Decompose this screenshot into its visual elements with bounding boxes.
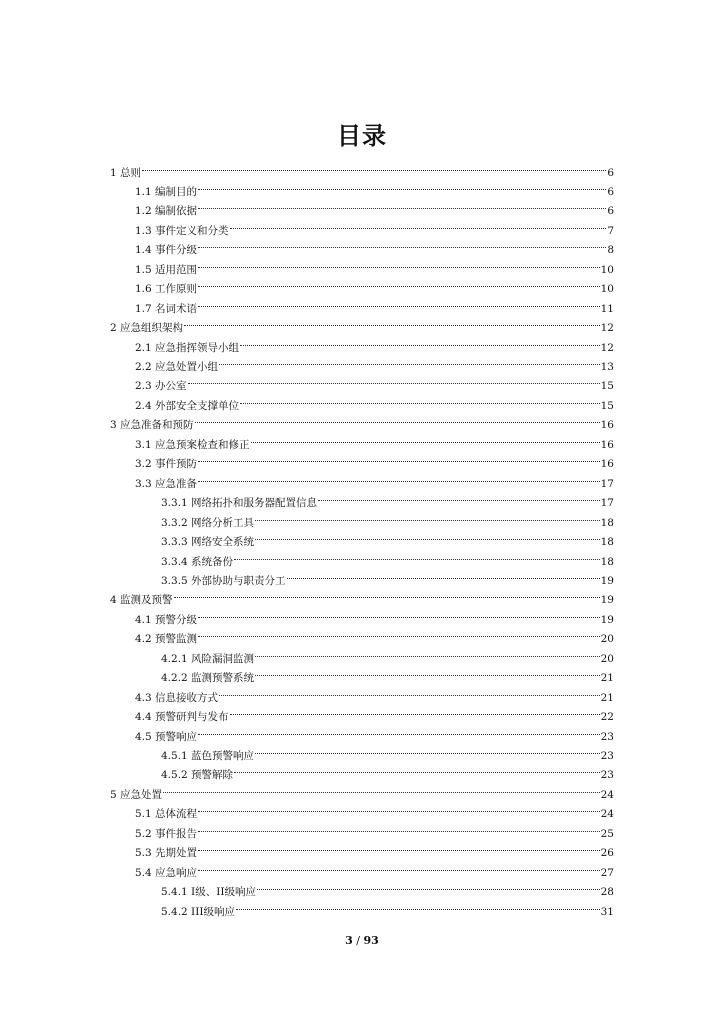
toc-dot-leader <box>198 253 600 273</box>
toc-entry-label: 4.2 预警监测 <box>135 633 198 646</box>
toc-entry-page-number: 26 <box>600 847 614 860</box>
toc-entry-page-number: 7 <box>607 224 614 237</box>
toc-dot-leader <box>255 506 600 526</box>
toc-entry-page-number: 19 <box>600 574 614 587</box>
toc-entry-page-number: 18 <box>600 536 614 549</box>
toc-entry[interactable] <box>161 526 614 549</box>
toc-entry-page-number: 10 <box>600 263 614 276</box>
toc-dot-leader <box>184 312 600 332</box>
toc-entry-page-number: 21 <box>600 691 614 704</box>
toc-dot-leader <box>230 214 607 234</box>
toc-dot-leader <box>198 817 600 837</box>
toc-entry[interactable] <box>135 448 614 471</box>
toc-entry[interactable] <box>110 584 614 607</box>
toc-entry[interactable] <box>135 856 614 879</box>
toc-dot-leader <box>318 487 600 507</box>
toc-entry-label: 5.4.2 III级响应 <box>161 905 235 918</box>
toc-entry-page-number: 11 <box>600 302 614 315</box>
toc-entry-page-number: 13 <box>600 361 614 373</box>
toc-dot-leader <box>163 778 600 798</box>
toc-entry-page-number: 23 <box>600 769 614 782</box>
toc-dot-leader <box>257 876 600 896</box>
toc-dot-leader <box>198 623 600 643</box>
toc-entry-label: 1 总则 <box>110 166 142 179</box>
toc-entry[interactable] <box>135 175 614 198</box>
toc-entry[interactable] <box>135 273 614 296</box>
toc-entry-page-number: 28 <box>600 886 614 899</box>
toc-entry-page-number: 25 <box>600 827 614 840</box>
toc-entry-page-number: 18 <box>600 555 614 568</box>
toc-entry[interactable] <box>161 876 614 899</box>
toc-entry-label: 5.2 事件报告 <box>135 827 198 840</box>
toc-entry-label: 3.3.3 网络安全系统 <box>161 536 255 549</box>
toc-entry-label: 2.2 应急处置小组 <box>135 361 219 373</box>
toc-dot-leader <box>219 351 600 371</box>
toc-entry[interactable] <box>135 370 614 393</box>
toc-dot-leader <box>198 467 600 487</box>
toc-entry-label: 1.4 事件分级 <box>135 244 198 257</box>
toc-entry-label: 4.5.2 预警解除 <box>161 769 234 782</box>
toc-entry[interactable] <box>135 681 614 704</box>
toc-entry-label: 4.5.1 蓝色预警响应 <box>161 750 255 762</box>
toc-entry-page-number: 19 <box>600 594 614 607</box>
toc-entry-page-number: 23 <box>600 750 614 762</box>
toc-entry-label: 2.3 办公室 <box>135 380 187 393</box>
page-title: 目录 <box>337 122 387 150</box>
toc-entry-label: 3.3 应急准备 <box>135 477 198 490</box>
toc-dot-leader <box>198 603 600 623</box>
current-page-number: 3 <box>345 934 353 947</box>
toc-entry[interactable] <box>135 623 614 646</box>
toc-entry[interactable] <box>161 759 614 782</box>
toc-entry-label: 5.3 先期处置 <box>135 847 198 860</box>
toc-entry-page-number: 24 <box>600 788 614 801</box>
toc-entry[interactable] <box>161 642 614 665</box>
toc-entry[interactable] <box>135 292 614 315</box>
toc-entry[interactable] <box>161 506 614 529</box>
toc-entry-label: 3.2 事件预防 <box>135 458 198 471</box>
toc-dot-leader <box>188 370 600 390</box>
toc-entry[interactable] <box>110 778 614 801</box>
toc-dot-leader <box>240 389 600 409</box>
toc-entry[interactable] <box>135 214 614 237</box>
toc-entry[interactable] <box>135 798 614 821</box>
toc-dot-leader <box>255 642 600 662</box>
toc-entry-page-number: 21 <box>600 672 614 685</box>
toc-dot-leader <box>240 331 600 351</box>
toc-entry-label: 1.3 事件定义和分类 <box>135 224 229 237</box>
toc-entry-page-number: 8 <box>607 244 614 257</box>
toc-entry-label: 2.1 应急指挥领导小组 <box>135 341 240 354</box>
toc-entry-label: 1.2 编制依据 <box>135 205 198 218</box>
page-footer <box>0 934 724 947</box>
toc-dot-leader <box>174 584 600 604</box>
toc-entry-page-number: 12 <box>600 322 614 335</box>
toc-entry-page-number: 10 <box>600 283 614 296</box>
toc-entry[interactable] <box>135 351 614 371</box>
toc-entry-page-number: 6 <box>607 205 614 218</box>
toc-dot-leader <box>251 428 600 448</box>
toc-entry-label: 4.5 预警响应 <box>135 730 198 743</box>
toc-entry-page-number: 17 <box>600 477 614 490</box>
toc-entry-page-number: 23 <box>600 730 614 743</box>
toc-dot-leader <box>198 448 600 468</box>
toc-entry[interactable] <box>135 234 614 257</box>
toc-dot-leader <box>198 234 606 254</box>
toc-entry[interactable] <box>161 740 614 760</box>
toc-entry-label: 4.2.2 监测预警系统 <box>161 672 255 685</box>
toc-entry[interactable] <box>135 428 614 451</box>
toc-entry-label: 5.4.1 I级、II级响应 <box>161 886 256 899</box>
toc-entry-label: 4.3 信息接收方式 <box>135 691 219 704</box>
toc-entry-label: 1.6 工作原则 <box>135 283 198 296</box>
toc-entry-page-number: 12 <box>600 341 614 354</box>
toc-entry[interactable] <box>161 545 614 568</box>
toc-entry[interactable] <box>135 331 614 354</box>
toc-entry[interactable] <box>135 195 614 218</box>
toc-entry-page-number: 6 <box>607 166 614 179</box>
toc-dot-leader <box>198 273 600 293</box>
toc-entry[interactable] <box>110 156 614 179</box>
toc-entry-page-number: 19 <box>600 613 614 626</box>
toc-entry-label: 3.3.2 网络分析工具 <box>161 516 255 529</box>
toc-entry-page-number: 20 <box>600 652 614 665</box>
toc-entry-label: 5.1 总体流程 <box>135 808 198 821</box>
toc-entry-page-number: 17 <box>600 497 614 510</box>
toc-entry-page-number: 22 <box>600 711 614 724</box>
toc-entry[interactable] <box>161 895 614 918</box>
toc-dot-leader <box>234 759 600 779</box>
toc-entry-page-number: 6 <box>607 185 614 198</box>
toc-dot-leader <box>255 526 600 546</box>
toc-dot-leader <box>142 156 606 176</box>
toc-entry-label: 3 应急准备和预防 <box>110 419 194 432</box>
toc-entry-label: 3.3.5 外部协助与职责分工 <box>161 574 286 587</box>
toc-dot-leader <box>287 564 600 584</box>
toc-entry[interactable] <box>161 487 614 510</box>
toc-dot-leader <box>198 837 600 857</box>
toc-entry-label: 1.5 适用范围 <box>135 263 198 276</box>
page-separator: / <box>352 934 364 947</box>
toc-dot-leader <box>198 856 600 876</box>
toc-dot-leader <box>198 175 606 195</box>
toc-entry[interactable] <box>161 662 614 685</box>
toc-entry-page-number: 27 <box>600 866 614 879</box>
toc-entry-label: 1.1 编制目的 <box>135 185 198 198</box>
toc-dot-leader <box>198 195 606 215</box>
toc-entry-page-number: 16 <box>600 458 614 471</box>
toc-dot-leader <box>234 545 600 565</box>
toc-entry-label: 2 应急组织架构 <box>110 322 184 335</box>
toc-entry[interactable] <box>161 564 614 587</box>
toc-entry-page-number: 24 <box>600 808 614 821</box>
toc-entry[interactable] <box>135 720 614 743</box>
toc-dot-leader <box>198 292 600 312</box>
toc-entry-label: 4.1 预警分级 <box>135 613 198 626</box>
toc-entry[interactable] <box>135 389 614 412</box>
total-pages: 93 <box>363 934 379 947</box>
toc-entry[interactable] <box>135 817 614 840</box>
toc-dot-leader <box>236 895 600 915</box>
toc-entry[interactable] <box>135 701 614 724</box>
toc-entry-label: 4.2.1 风险漏洞监测 <box>161 652 255 665</box>
toc-entry-label: 3.1 应急预案检查和修正 <box>135 438 250 451</box>
toc-entry[interactable] <box>135 253 614 276</box>
toc-entry-label: 4.4 预警研判与发布 <box>135 711 229 724</box>
toc-dot-leader <box>198 798 600 818</box>
toc-entry-label: 2.4 外部安全支撑单位 <box>135 399 240 412</box>
toc-entry-page-number: 31 <box>600 905 614 918</box>
toc-entry-label: 1.7 名词术语 <box>135 302 198 315</box>
toc-entry-label: 5.4 应急响应 <box>135 866 198 879</box>
toc-entry[interactable] <box>135 603 614 626</box>
toc-entry-label: 4 监测及预警 <box>110 594 173 607</box>
toc-entry-page-number: 20 <box>600 633 614 646</box>
toc-entry[interactable] <box>135 467 614 490</box>
toc-entry-label: 5 应急处置 <box>110 788 163 801</box>
toc-entry-page-number: 16 <box>600 438 614 451</box>
toc-entry[interactable] <box>135 837 614 860</box>
toc-entry[interactable] <box>110 312 614 335</box>
toc-entry-page-number: 15 <box>600 380 614 393</box>
toc-dot-leader <box>230 701 600 721</box>
toc-entry[interactable] <box>110 409 614 432</box>
toc-dot-leader <box>255 740 600 760</box>
toc-entry-page-number: 16 <box>600 419 614 432</box>
toc-entry-label: 3.3.4 系统备份 <box>161 555 234 568</box>
toc-dot-leader <box>255 662 600 682</box>
toc-entry-label: 3.3.1 网络拓扑和服务器配置信息 <box>161 497 318 510</box>
toc-entry-page-number: 15 <box>600 399 614 412</box>
toc-entry-page-number: 18 <box>600 516 614 529</box>
toc-dot-leader <box>195 409 600 429</box>
toc-dot-leader <box>198 720 600 740</box>
toc-dot-leader <box>219 681 600 701</box>
